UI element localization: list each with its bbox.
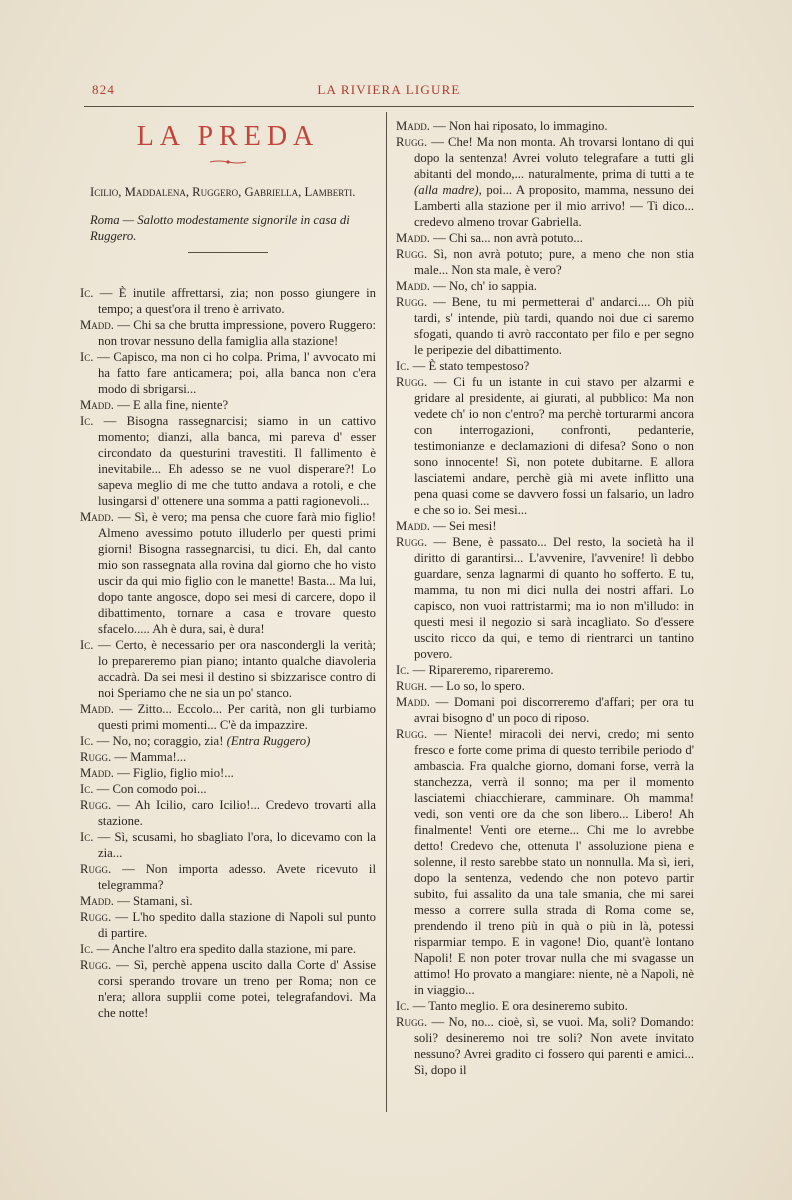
speech-text: — È stato tempestoso?	[409, 359, 530, 373]
speech-line	[80, 893, 376, 909]
speech-line	[80, 317, 376, 349]
header-rule	[84, 106, 694, 107]
stage-direction: (alla madre)	[414, 183, 479, 197]
speaker-name: Ic.	[80, 286, 94, 300]
journal-title: LA RIVIERA LIGURE	[317, 82, 461, 97]
speech-line	[396, 678, 694, 694]
speech-text: — Bisogna rassegnarcisi; siamo in un cattivo momento; dianzi, alla banca, mi pareva d' esser circondato da questurini travestiti. Il fallimento è inevitabile... Eh adesso se ne vuol disperare?! Lo sapeva meglio di me che tutto andava a rotoli, e che lusingarsi d' ottenere una somma a patti ragionevoli...	[93, 414, 376, 508]
speaker-name: Madd.	[396, 119, 430, 133]
running-header	[84, 82, 694, 100]
speech-text: — E alla fine, niente?	[113, 398, 229, 412]
speaker-name: Rugh.	[396, 679, 428, 693]
speech-line	[396, 534, 694, 662]
speech-line	[80, 701, 376, 733]
speaker-name: Rugg.	[396, 375, 428, 389]
speaker-name: Rugg.	[80, 862, 112, 876]
speech-line	[396, 1014, 694, 1078]
speech-line	[396, 278, 694, 294]
play-title: LA PREDA	[136, 121, 320, 152]
speech-line	[80, 829, 376, 861]
speech-line	[80, 349, 376, 397]
speaker-name: Rugg.	[396, 1015, 428, 1029]
speech-text: — Zitto... Eccolo... Per carità, non gli turbiamo questi primi momenti... C'è da impazzire.	[98, 702, 376, 732]
speaker-name: Ic.	[80, 734, 94, 748]
speech-line	[396, 998, 694, 1014]
speaker-name: Madd.	[80, 510, 114, 524]
speech-text: — Che! Ma non monta. Ah trovarsi lontano di qui dopo la sentenza! Avrei voluto telegrafare a tutti gli abitanti del mondo,... naturalmente, prima di tutti a te	[414, 135, 694, 181]
right-dialogue	[396, 118, 694, 1078]
speech-line	[396, 694, 694, 726]
column-divider	[386, 112, 387, 1112]
speech-text: — Non hai riposato, lo immagino.	[429, 119, 608, 133]
speech-text: — Figlio, figlio mio!...	[113, 766, 234, 780]
speaker-name: Ic.	[80, 350, 94, 364]
speech-text: — Tanto meglio. E ora desineremo subito.	[409, 999, 628, 1013]
speech-line	[396, 726, 694, 998]
speech-text: — No, no; coraggio, zia!	[93, 734, 227, 748]
speech-text: — Bene, tu mi permetterai d' andarci.... Oh più tardi, s' intende, più tardi, quando noi due ci saremo sfogati, quando ti avrò raccontato per filo e per segno le peripezie del dibattimento.	[414, 295, 694, 357]
speaker-name: Madd.	[80, 702, 114, 716]
speaker-name: Madd.	[396, 279, 430, 293]
ornament-icon	[208, 158, 248, 166]
speech-text: — Lo so, lo spero.	[427, 679, 525, 693]
speech-line	[80, 909, 376, 941]
speech-line	[80, 797, 376, 829]
speaker-name: Ic.	[396, 999, 410, 1013]
speech-line	[80, 285, 376, 317]
speech-text: — Certo, è necessario per ora nascondergli la verità; lo prepareremo pian piano; intanto qualche diavoleria accadrà. Da sei mesi il destino si sbizzarisce contro di noi Speriamo che ne sia un po' stanco.	[93, 638, 376, 700]
speech-line	[80, 957, 376, 1021]
speech-line	[80, 509, 376, 637]
speaker-name: Madd.	[80, 894, 114, 908]
speaker-name: Rugg.	[80, 958, 112, 972]
speech-line	[396, 358, 694, 374]
speech-text: — Non importa adesso. Avete ricevuto il telegramma?	[98, 862, 376, 892]
speech-line	[396, 518, 694, 534]
speech-text: — Anche l'altro era spedito dalla stazione, mi pare.	[93, 942, 357, 956]
speech-line	[80, 781, 376, 797]
speaker-name: Rugg.	[80, 910, 112, 924]
speech-text: , poi... A proposito, mamma, nessuno dei Lamberti alla stazione per il mio arrivo! — Ti dico... credevo almeno trovar Gabriella.	[414, 183, 695, 229]
speech-text: — Chi sa che brutta impressione, povero Ruggero: non trovar nessuno della famiglia alla stazione!	[98, 318, 376, 348]
right-column	[396, 118, 694, 1078]
speaker-name: Madd.	[396, 231, 430, 245]
speaker-name: Madd.	[396, 519, 430, 533]
left-column	[80, 118, 376, 1021]
speech-line	[396, 134, 694, 230]
speech-text: — Sì, perchè appena uscito dalla Corte d' Assise corsi sperando trovare un treno per Roma; non ce n'era; allora supplii come potei, telegrafandovi. Ma che notte!	[98, 958, 376, 1020]
speech-text: — Mamma!...	[111, 750, 187, 764]
speech-line	[80, 397, 376, 413]
speech-text: — Capisco, ma non ci ho colpa. Prima, l' avvocato mi ha fatto fare anticamera; poi, alla banca non c'era modo di sbrigarsi...	[93, 350, 376, 396]
speaker-name: Rugg.	[396, 727, 428, 741]
speech-text: — Niente! miracoli dei nervi, credo; mi sento fresco e forte come prima di questo terribile periodo d' ambascia. Fra qualche giorno, domani forse, verrà la stanchezza, verrà il sonno; ma per il momento lasciatemi chiacchierare, camminare. Oh mamma! vedi, son venti ore da che son libero... Libero! Ah finalmente! Venti ore eterne... Chi me lo avrebbe detto! Credevo che, ottenuta l' assoluzione piena e solenne, il resto sarebbe stato un nonnulla. Ma sì, ieri, dopo la sentenza, vedendo che non potevo partir subito, fui assalito da una tale smania, che mi sarei messo a correre sulla strada di Roma come se, prendendo il treno più in quà o più in là, potessi risparmiar tempo. E in vagone! Dio, quant'è lontano Napoli! E non poter trovar nulla che mi svagasse un attimo! Ho provato a mangiare: niente, nè a Napoli, nè in viaggio...	[414, 727, 694, 997]
speaker-name: Rugg.	[80, 798, 112, 812]
speaker-name: Ic.	[80, 414, 94, 428]
speech-text: — No, no... cioè, sì, se vuoi. Ma, soli? Domando: soli? desineremo noi tre soli? Non avete invitato nessuno? Avrei gradito ci fossero qui parenti e amici... Sì, dopo il	[414, 1015, 694, 1077]
speaker-name: Rugg.	[396, 135, 428, 149]
speaker-name: Ic.	[80, 942, 94, 956]
speech-text: — Chi sa... non avrà potuto...	[429, 231, 583, 245]
speech-text: — Sei mesi!	[429, 519, 497, 533]
speech-line	[396, 662, 694, 678]
speech-text: — Sì, scusami, ho sbagliato l'ora, lo dicevamo con la zia...	[93, 830, 376, 860]
speech-line	[396, 294, 694, 358]
speech-text: — Con comodo poi...	[93, 782, 207, 796]
speaker-name: Rugg.	[396, 247, 428, 261]
speech-line	[396, 374, 694, 518]
speaker-name: Ic.	[80, 830, 94, 844]
speaker-name: Rugg.	[80, 750, 112, 764]
cast-list: Icilio, Maddalena, Ruggero, Gabriella, Lamberti.	[90, 185, 356, 199]
speech-text: — Bene, è passato... Del resto, la società ha il diritto di garantirsi... L'avvenire, l'avvenire! lì debbo guardare, senza lagnarmi di quanto ho sofferto. E tu, mamma, tu non mi dici nulla dei nostri affari. Lo capisco, non vuoi rattristarmi; ma io non m'illudo: in questi mesi il negozio si sarà incagliato. So d'essere uscito ricco da qui, e temo di rientrarci un tantino povero.	[414, 535, 694, 661]
speech-line	[80, 765, 376, 781]
speech-line	[80, 637, 376, 701]
speech-line	[80, 749, 376, 765]
speech-text: — È inutile affrettarsi, zia; non posso giungere in tempo; a quest'ora il treno è arrivato.	[93, 286, 376, 316]
stage-direction: (Entra Ruggero)	[226, 734, 311, 748]
scene-setting: Roma — Salotto modestamente signorile in casa di Ruggero.	[90, 213, 350, 243]
speech-line	[396, 118, 694, 134]
page-number: 824	[92, 82, 116, 97]
speech-line	[80, 413, 376, 509]
speaker-name: Madd.	[80, 398, 114, 412]
speaker-name: Ic.	[80, 638, 94, 652]
speech-text: — Stamani, sì.	[113, 894, 193, 908]
speech-text: Sì, non avrà potuto; pure, a meno che non stia male... Non sta male, è vero?	[414, 247, 694, 277]
speech-line	[80, 733, 376, 749]
speech-line	[80, 941, 376, 957]
speaker-name: Madd.	[80, 766, 114, 780]
speech-text: — Ah Icilio, caro Icilio!... Credevo trovarti alla stazione.	[98, 798, 376, 828]
speaker-name: Ic.	[396, 663, 410, 677]
speech-text: — Ci fu un istante in cui stavo per alzarmi e gridare al presidente, ai giurati, al pubblico: Ma non vedete ch' io non c'entro? ma perchè torturarmi ancora con interrogazioni, confronti, pedanterie, testimonianze e declamazioni di difesa? Sono o non sono innocente! Sì, non potete dubitarne. E allora lasciatemi andare, perchè già mi avete inflitto una pena quasi come se davvero fossi un falsario, un ladro e che so io. Sei mesi...	[414, 375, 694, 517]
speech-text: — No, ch' io sappia.	[429, 279, 537, 293]
speech-line	[396, 230, 694, 246]
speech-line	[80, 861, 376, 893]
speech-text: — Ripareremo, ripareremo.	[409, 663, 554, 677]
speaker-name: Madd.	[80, 318, 114, 332]
speaker-name: Rugg.	[396, 295, 428, 309]
speech-line	[396, 246, 694, 278]
speaker-name: Rugg.	[396, 535, 428, 549]
speaker-name: Ic.	[396, 359, 410, 373]
speech-text: — Sì, è vero; ma pensa che cuore farà mio figlio! Almeno avessimo potuto illuderlo per questi primi giorni! Bisogna rassegnarcisi, tu dici. Eh, dal canto mio son rassegnata alla rovina dal giorno che ho visto uscir da qui mio figlio con le manette! Basta... Ma lui, dopo tante angosce, dopo sei mesi di carcere, dopo il dibattimento, tornare a casa e trovare questo sfacelo..... Ah è dura, sai, è dura!	[98, 510, 376, 636]
speech-text: — L'ho spedito dalla stazione di Napoli sul punto di partire.	[98, 910, 376, 940]
speaker-name: Madd.	[396, 695, 430, 709]
setting-rule	[188, 252, 268, 253]
left-dialogue	[80, 285, 376, 1021]
speaker-name: Ic.	[80, 782, 94, 796]
speech-text: — Domani poi discorreremo d'affari; per ora tu avrai bisogno d' un poco di riposo.	[414, 695, 694, 725]
